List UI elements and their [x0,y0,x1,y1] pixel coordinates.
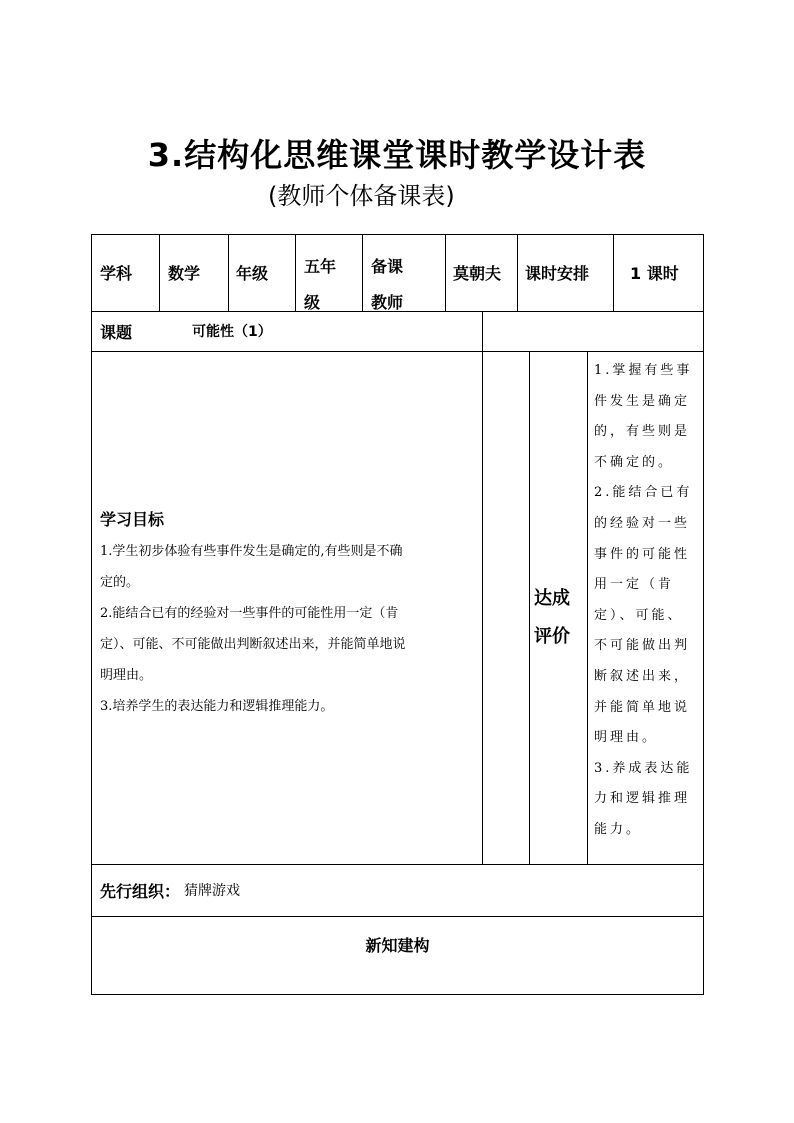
teacher-label: 备课 教师 [371,257,404,312]
header-divider [159,234,160,311]
table-rule-topic [91,351,704,352]
objectives-divider [482,311,483,864]
evaluation-line: 的，有些则是 [594,424,691,440]
evaluation-line: 不可能做出判 [594,638,691,654]
evaluation-label: 达成 评价 [534,588,570,647]
evaluation-line: 定）、可能、 [594,607,684,623]
table-border-left [91,234,92,995]
table-border-bottom [91,994,704,995]
schedule-label: 课时安排 [525,264,590,283]
objective-line: 明理由。 [100,668,153,683]
objective-line: 定）、可能、不可能做出判断叙述出来，并能简单地说 [100,637,406,652]
evaluation-line: 的经验对一些 [594,515,691,531]
objective-line: 2.能结合已有的经验对一些事件的可能性用一定（肯 [100,606,399,621]
preorganizer-row [100,864,240,916]
new-knowledge-heading: 新知建构 [365,936,430,955]
evaluation-line: 件发生是确定 [594,393,691,409]
evaluation-line: 能力。 [594,821,643,837]
header-divider [445,234,446,311]
evaluation-criteria [594,356,702,846]
header-divider [228,234,229,311]
preorganizer-label: 先行组织： [100,881,181,901]
grade-label: 年级 [236,264,269,283]
topic-value: 可能性（1） [192,324,272,340]
evaluation-divider [529,351,530,864]
objectives-list [100,536,480,722]
evaluation-line: 不确定的。 [594,454,675,470]
objective-line: 3.培养学生的表达能力和逻辑推理能力。 [100,699,334,714]
objective-line: 定的。 [100,575,140,590]
evaluation-line: 3.养成表达能 [594,760,693,776]
evaluation-line: 明理由。 [594,730,659,746]
subject-value: 数学 [168,264,201,283]
objectives-heading: 学习目标 [100,510,165,529]
schedule-value: 1 课时 [630,264,679,283]
topic-label: 课题 [100,322,133,342]
objective-line: 1.学生初步体验有些事件发生是确定的,有些则是不确 [100,544,403,559]
evaluation-line: 用一定（肯 [594,577,675,593]
table-rule-preorganizer [91,916,704,917]
header-divider [362,234,363,311]
evaluation-divider [587,351,588,864]
document-subtitle: (教师个体备课表) [268,182,455,210]
subject-label: 学科 [100,264,133,283]
grade-value: 五年 级 [304,257,337,312]
preorganizer-value: 猜牌游戏 [184,883,241,899]
evaluation-line: 2.能结合已有 [594,485,693,501]
teacher-name: 莫朝夫 [453,264,502,283]
document-title: 3.结构化思维课堂课时教学设计表 [147,136,647,174]
header-divider [295,234,296,311]
evaluation-line: 并能简单地说 [594,699,691,715]
table-border-right [703,234,704,995]
header-divider [613,234,614,311]
header-divider [517,234,518,311]
evaluation-line: 力和逻辑推理 [594,791,691,807]
evaluation-line: 1.掌握有些事 [594,363,693,378]
evaluation-line: 断叙述出来， [594,668,691,684]
evaluation-line: 事件的可能性 [594,546,691,562]
